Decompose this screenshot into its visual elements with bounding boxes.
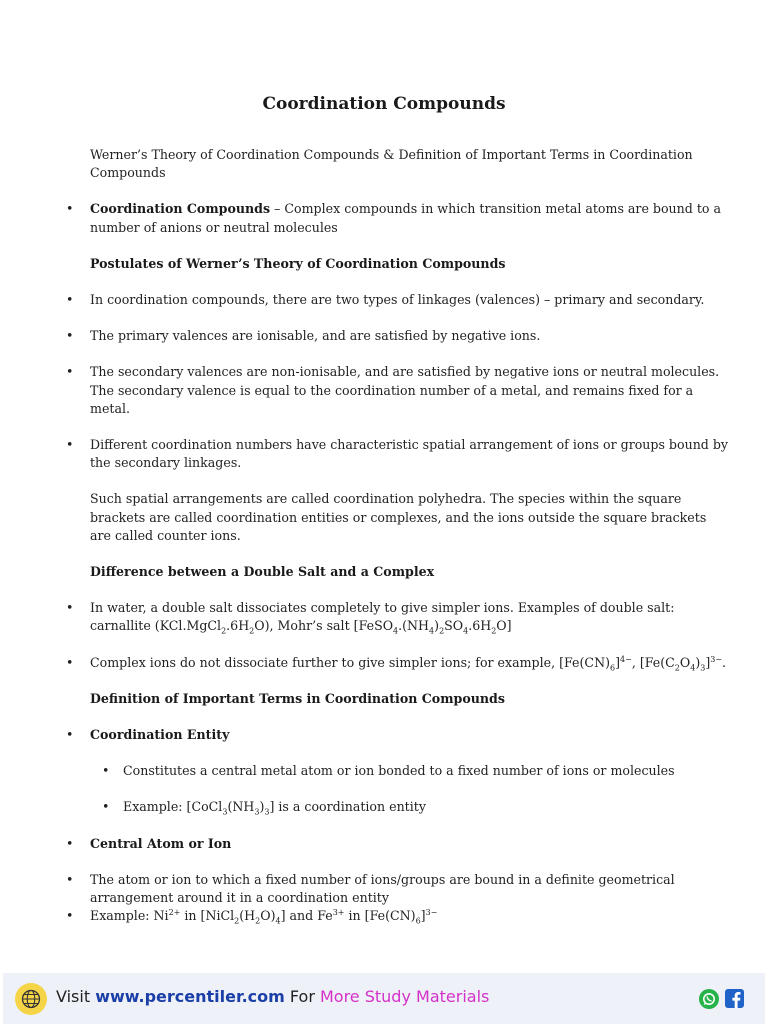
postulates-heading [66,255,730,273]
subscript: 6 [610,663,616,673]
subscript: 4 [429,626,435,636]
postulate-item [66,363,730,418]
subscript: 2 [255,916,261,926]
bullet: • [66,600,74,616]
superscript: 4− [620,654,632,664]
subscript: 4 [275,916,281,926]
central-example-item [66,907,730,925]
bullet: • [66,871,74,887]
text-run: ) [695,654,701,670]
subscript: 2 [234,916,240,926]
bullet: • [66,364,74,380]
text-run: ] and Fe [280,908,333,924]
entity-item [66,726,730,744]
footer-text [56,987,489,1006]
subscript: 2 [674,663,680,673]
text-run: In water, a double salt dissociates completely to give simpler ions. Examples of double salt: carnallite (KCl.MgCl [90,600,675,634]
bullet: • [66,328,74,344]
whatsapp-icon[interactable] [699,989,719,1009]
text-run: O [679,654,691,670]
subscript: 2 [439,626,445,636]
bullet: • [66,908,74,924]
superscript: 3− [710,654,723,664]
text-run: in [NiCl [180,908,235,924]
text-run: . [722,654,727,670]
text-run: O] [496,618,512,634]
postulate-item [66,327,730,345]
text-run: in [Fe(CN) [344,908,416,924]
text-run: Example: [CoCl [123,799,223,815]
text-run: ) [434,618,440,634]
facebook-icon-graphic [725,989,744,1008]
polyhedra-paragraph: Such spatial arrangements are called coordination polyhedra. The species within the square brackets are called coordination entities or complexes, and the ions outside the square brackets are called counter ions. [90,491,707,543]
text-run: (NH [227,799,255,815]
bullet: • [102,799,110,815]
subscript: 2 [221,626,227,636]
bullet: • [66,654,74,670]
definition-text: – Complex compounds in which transition metal atoms are bound to a number of anions or neutral molecules [90,201,721,235]
entity-sub-text: Constitutes a central metal atom or ion bonded to a fixed number of ions or molecules [123,763,675,779]
subscript: 2 [491,626,497,636]
text-run: ] is a coordination entity [269,799,426,815]
text-run: , [Fe(C [631,654,675,670]
superscript: 3+ [332,908,345,918]
postulates-heading-text: Postulates of Werner’s Theory of Coordination Compounds [90,255,506,271]
text-run: O) [260,908,276,924]
central-heading: Central Atom or Ion [90,835,232,851]
postulate-item [66,291,730,309]
postulate-text: Different coordination numbers have characteristic spatial arrangement of ions or groups bound by the secondary linkages. [90,437,729,471]
footer-banner [3,973,765,1024]
text-run: (H [239,908,256,924]
footer-url-link[interactable]: www.percentiler.com [95,987,285,1006]
entity-sub-item [66,762,730,780]
double-salt-item [66,599,730,635]
terms-heading [66,690,730,708]
text-run: Example: Ni [90,908,169,924]
text-run: .6H [226,618,250,634]
central-definition-text: The atom or ion to which a fixed number of ions/groups are bound in a definite geometrical arrangement around it in a coordination entity [90,871,675,906]
document-body [66,146,730,943]
postulate-text: The primary valences are ionisable, and are satisfied by negative ions. [90,328,541,344]
footer-visit: Visit [56,987,96,1006]
facebook-icon[interactable] [725,989,744,1008]
bullet: • [66,727,74,743]
text-run: SO [444,618,464,634]
text-run: ] [705,654,711,670]
page-title: Coordination Compounds [262,94,506,114]
text-run: O), Mohr’s salt [FeSO [254,618,394,634]
complex-ions-item [66,654,730,672]
text-run: ] [615,654,621,670]
subscript: 4 [690,663,696,673]
text-run: .(NH [398,618,430,634]
difference-heading [66,563,730,581]
intro-paragraph: Werner’s Theory of Coordination Compounds & Definition of Important Terms in Coordination Compounds [90,147,693,181]
text-run: .6H [468,618,492,634]
globe-icon-graphic [21,989,41,1009]
bullet: • [66,292,74,308]
superscript: 2+ [168,908,181,918]
footer-more-link[interactable]: More Study Materials [319,987,490,1006]
entity-heading: Coordination Entity [90,727,230,743]
postulate-item [66,436,730,472]
subscript: 4 [393,626,399,636]
bullet: • [66,201,74,217]
postulate-text: In coordination compounds, there are two types of linkages (valences) – primary and secondary. [90,292,705,308]
subscript: 3 [254,807,260,817]
subscript: 6 [415,916,421,926]
text-run: ) [259,799,265,815]
subscript: 3 [222,807,228,817]
entity-example-item [66,798,730,816]
subscript: 2 [249,626,255,636]
globe-icon [15,983,47,1015]
superscript: 3− [425,908,438,918]
central-definition-item [66,871,730,907]
postulate-text: The secondary valences are non-ionisable, and are satisfied by negative ions or neutral molecules. The secondary valence is equal to the coordination number of a metal, and remains fixed for a metal. [90,364,720,416]
text-run: Complex ions do not dissociate further to give simpler ions; for example, [Fe(CN) [90,654,610,670]
bullet: • [66,835,74,851]
definition-item [66,200,730,236]
terms-heading-text: Definition of Important Terms in Coordination Compounds [90,690,505,706]
subscript: 4 [463,626,469,636]
subscript: 3 [700,663,706,673]
bullet: • [102,763,110,779]
whatsapp-icon-graphic [699,989,719,1009]
subscript: 3 [264,807,270,817]
central-atom-item [66,835,730,853]
bullet: • [66,437,74,453]
difference-heading-text: Difference between a Double Salt and a Complex [90,564,435,580]
footer-for: For [284,987,320,1006]
text-run: ] [420,908,426,924]
definition-term: Coordination Compounds [90,201,271,217]
